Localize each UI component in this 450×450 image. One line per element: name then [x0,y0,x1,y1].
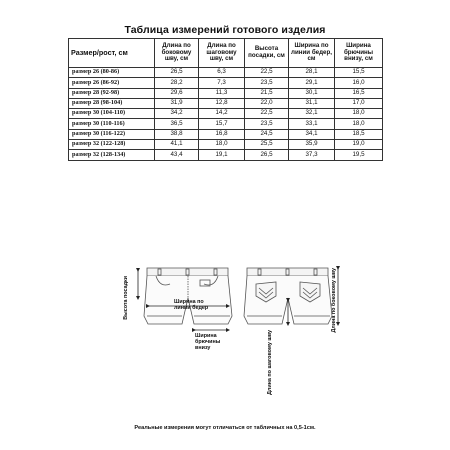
header-size-height: Размер/рост, см [69,39,155,68]
table-cell: 21,5 [245,88,289,98]
table-cell: 23,5 [245,78,289,88]
table-cell: 31,1 [289,98,335,108]
hip-width-label: Ширина по линии бедер [174,299,209,311]
header-inseam-length: Длина по шаговому шву, см [199,39,245,68]
table-cell: 15,5 [335,68,383,78]
table-cell: 15,7 [199,119,245,129]
table-cell: 34,2 [155,109,199,119]
row-size-label: размер 26 (86-92) [69,78,155,88]
table-cell: 14,2 [199,109,245,119]
table-cell: 16,8 [199,129,245,139]
table-row [69,88,383,98]
shorts-illustration [100,258,350,378]
table-cell: 22,0 [245,98,289,108]
table-cell: 29,6 [155,88,199,98]
table-cell: 31,9 [155,98,199,108]
table-cell: 17,0 [335,98,383,108]
table-row [69,129,383,139]
table-cell: 24,5 [245,129,289,139]
table-cell: 19,1 [199,150,245,160]
row-size-label: размер 28 (98-104) [69,98,155,108]
table-cell: 18,0 [335,109,383,119]
header-side-seam-length: Длина по боковому шву, см [155,39,199,68]
side-seam-label: Длина по боковому шву [331,268,337,333]
row-size-label: размер 26 (80-86) [69,68,155,78]
table-row [69,109,383,119]
size-table [68,38,383,161]
row-size-label: размер 28 (92-98) [69,88,155,98]
row-size-label: размер 32 (122-128) [69,140,155,150]
table-row [69,98,383,108]
table-cell: 30,1 [289,88,335,98]
row-size-label: размер 32 (128-134) [69,150,155,160]
front-shorts-drawing [144,268,232,324]
table-cell: 11,3 [199,88,245,98]
table-row [69,68,383,78]
table-cell: 7,3 [199,78,245,88]
row-size-label: размер 30 (110-116) [69,119,155,129]
inseam-label: Длина по шаговому шву [267,330,273,395]
table-cell: 18,0 [335,119,383,129]
table-cell: 26,5 [155,68,199,78]
header-leg-opening: Ширина брючины внизу, см [335,39,383,68]
table-cell: 19,5 [335,150,383,160]
table-cell: 26,5 [245,150,289,160]
table-cell: 16,5 [335,88,383,98]
rise-label: Высота посадки [123,276,129,320]
table-cell: 35,9 [289,140,335,150]
table-cell: 6,3 [199,68,245,78]
table-row [69,150,383,160]
table-cell: 22,5 [245,68,289,78]
table-cell: 18,5 [335,129,383,139]
row-size-label: размер 30 (116-122) [69,129,155,139]
table-cell: 36,5 [155,119,199,129]
table-cell: 28,1 [289,68,335,78]
table-cell: 23,5 [245,119,289,129]
row-size-label: размер 30 (104-110) [69,109,155,119]
table-row [69,119,383,129]
table-cell: 19,0 [335,140,383,150]
header-rise: Высота посадки, см [245,39,289,68]
table-cell: 33,1 [289,119,335,129]
page-title: Таблица измерений готового изделия [124,24,326,36]
table-cell: 43,4 [155,150,199,160]
table-cell: 18,0 [199,140,245,150]
table-body [69,68,383,161]
table-header-row [69,39,383,68]
header-hip-width: Ширина по линии бедер, см [289,39,335,68]
leg-opening-label: Ширина брючины внизу [195,333,221,351]
table-cell: 37,3 [289,150,335,160]
table-cell: 25,5 [245,140,289,150]
table-cell: 38,8 [155,129,199,139]
measurement-disclaimer: Реальные измерения могут отличаться от табличных на 0,5-1см. [134,425,316,431]
table-cell: 32,1 [289,109,335,119]
table-row [69,78,383,88]
table-row [69,140,383,150]
table-cell: 29,1 [289,78,335,88]
table-cell: 16,0 [335,78,383,88]
table-cell: 28,2 [155,78,199,88]
table-cell: 22,5 [245,109,289,119]
table-cell: 34,1 [289,129,335,139]
table-cell: 12,8 [199,98,245,108]
table-cell: 41,1 [155,140,199,150]
shorts-diagram [100,258,350,395]
